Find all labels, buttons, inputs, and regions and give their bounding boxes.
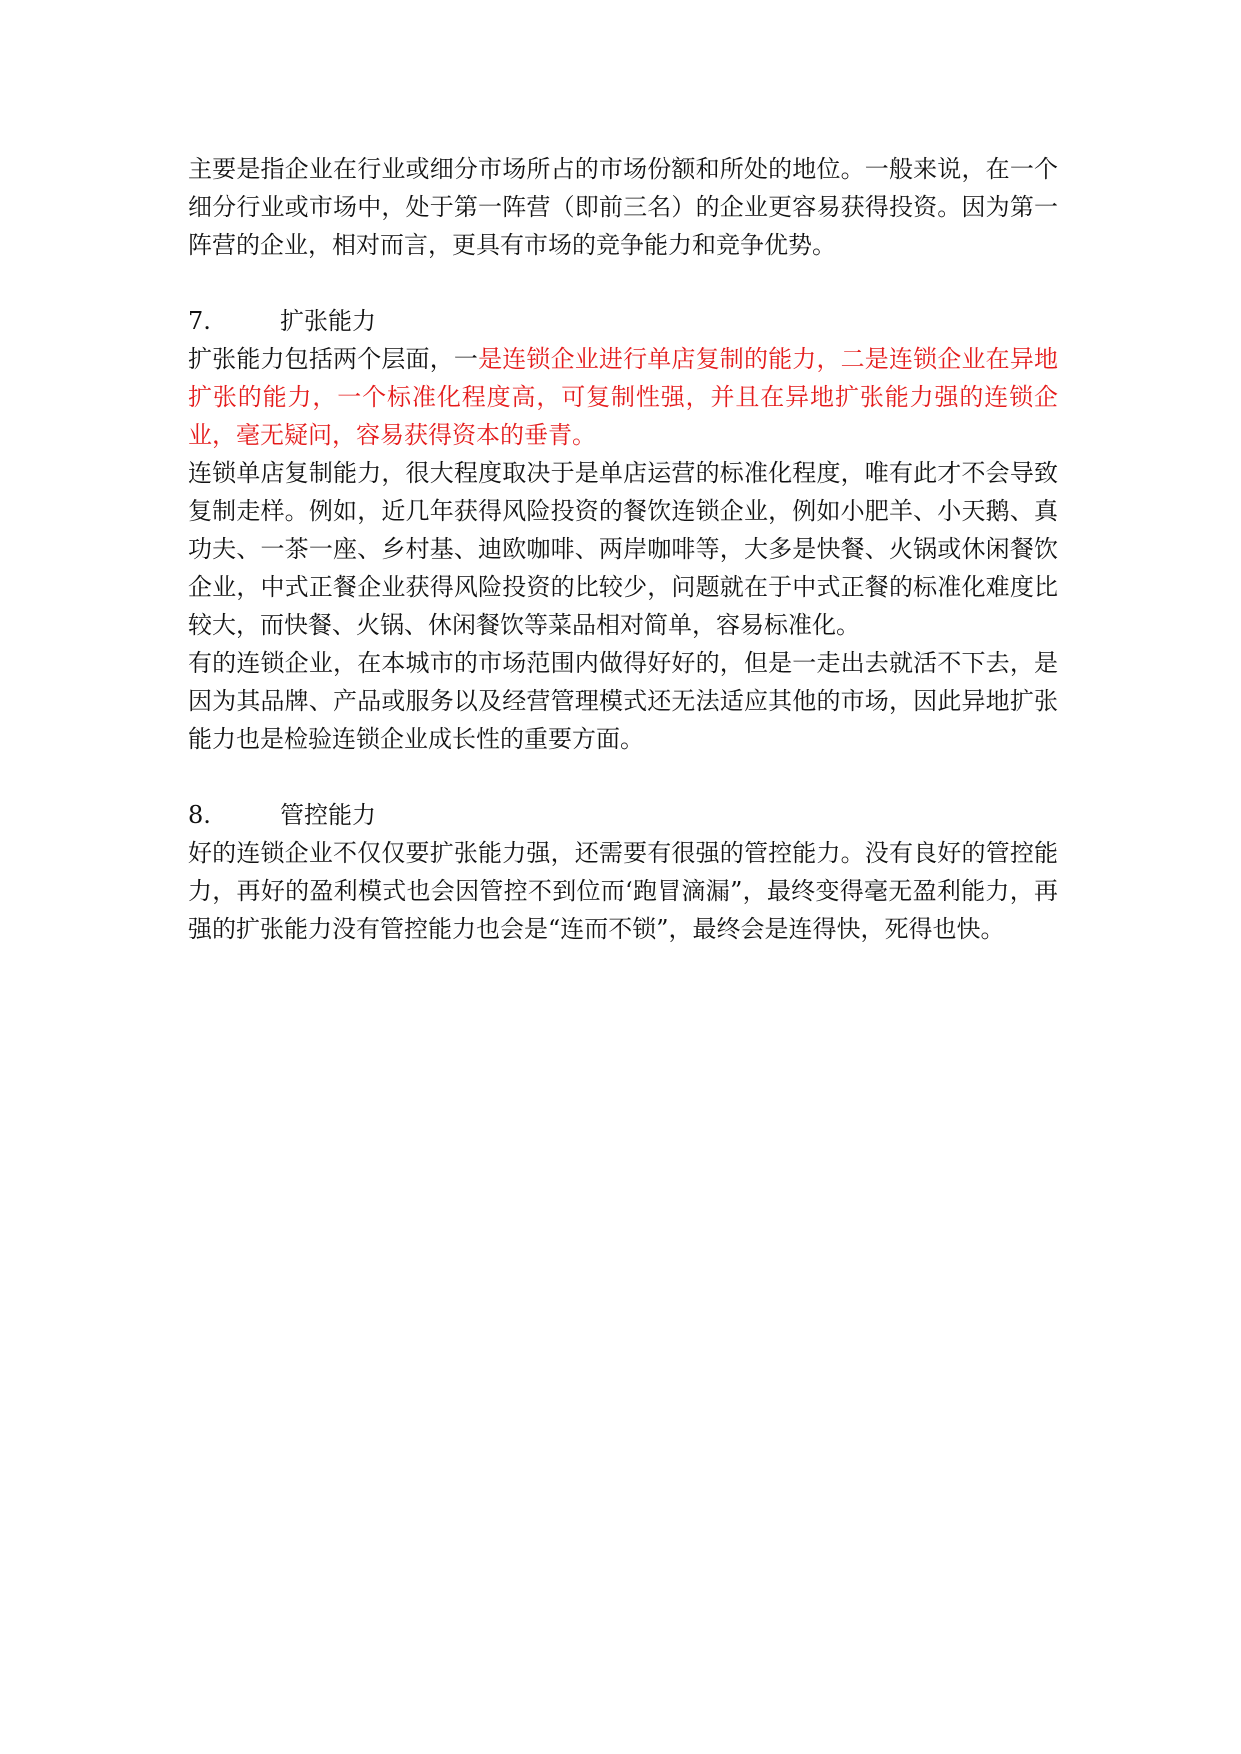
paragraph-spacer [188, 264, 1058, 302]
section-7-number: 7. [188, 307, 211, 335]
document-body [188, 150, 1058, 948]
section-7-paragraph-1-lead: 扩张能力包括两个层面，一 [188, 345, 479, 373]
section-8-heading [188, 796, 1058, 834]
section-7-paragraph-2: 连锁单店复制能力，很大程度取决于是单店运营的标准化程度，唯有此才不会导致复制走样。例如，近几年获得风险投资的餐饮连锁企业，例如小肥羊、小天鹅、真 功夫、一茶一座、乡村基、迪欧咖啡、两岸咖啡等，大多是快餐、火锅或休闲餐饮企业，中式正餐企业获得风险投资的比较少，问题就在于中式正餐的标准化难度比 较大，而快餐、火锅、休闲餐饮等菜品相对简单，容易标准化。 [188, 459, 1058, 639]
section-8-title: 管控能力 [280, 801, 376, 829]
section-7-title: 扩张能力 [280, 307, 376, 335]
intro-paragraph: 主要是指企业在行业或细分市场所占的市场份额和所处的地位。一般来说，在一个细分行业或市场中，处于第一阵营（即前三名）的企业更容易获得投资。因为第一阵营的企业，相对而言，更具有市场的竞争能力和竞争优势。 [188, 155, 1058, 259]
section-8-number: 8. [188, 801, 211, 829]
paragraph-spacer [188, 758, 1058, 796]
section-7-paragraph-3: 有的连锁企业，在本城市的市场范围内做得好好的，但是一走出去就活不下去，是因为其品牌、产品或服务以及经营管理模式还无法适应其他的市场，因此异地扩张能力也是检验连锁企业成长性的重要方面。 [188, 649, 1058, 753]
section-7-heading [188, 302, 1058, 340]
section-7-paragraph-1 [188, 340, 1058, 454]
section-7-paragraph-1-highlight: 是连锁企业进行单店复制的能力，二是连锁企业在异地扩张的能力，一个标准化程度高，可复制性强，并且在异地扩张能力强的连锁企业，毫无疑问，容易获得资本的垂青。 [188, 345, 1059, 449]
section-8-paragraph-1: 好的连锁企业不仅仅要扩张能力强，还需要有很强的管控能力。没有良好的管控能力，再好的盈利模式也会因管控不到位而‘跑冒滴漏”，最终变得毫无盈利能力，再强的扩张能力没有管控能力也会是“连而不锁”，最终会是连得快，死得也快。 [188, 839, 1058, 943]
